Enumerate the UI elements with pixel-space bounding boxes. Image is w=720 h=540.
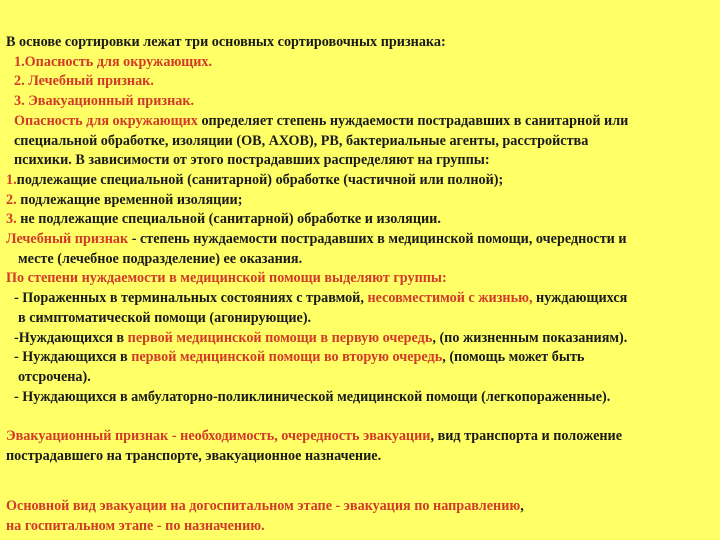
- intro-line: [6, 33, 714, 53]
- group-1-line: [6, 171, 714, 191]
- group-3-line: [6, 210, 714, 230]
- danger-definition-text-3: психики. В зависимости от этого пострадавших распределяют на группы:: [14, 152, 490, 169]
- danger-definition-text-2: специальной обработке, изоляции (ОВ, АХОВ), РВ, бактериальные агенты, расстройства: [14, 132, 589, 149]
- criterion-2: [6, 72, 714, 92]
- evacuation-line-1: [6, 427, 714, 447]
- need-group-3-text-c: , (помощь может быть: [442, 349, 585, 366]
- group-3-text: не подлежащие специальной (санитарной) обработке и изоляции.: [16, 211, 441, 228]
- danger-definition-text: определяет степень нуждаемости пострадавших в санитарной или: [197, 112, 629, 129]
- group-3-number: 3.: [6, 211, 17, 228]
- medical-definition-text-2: месте (лечебное подразделение) ее оказания.: [18, 250, 303, 267]
- evacuation-type-text-2: на госпитальном этапе - по назначению.: [6, 517, 265, 534]
- criterion-1-text: 1.Опасность для окружающих.: [14, 53, 213, 70]
- need-group-3-line-1: [6, 348, 714, 368]
- need-group-2-line: [6, 329, 714, 349]
- medical-definition-line-2: [6, 250, 714, 270]
- need-group-3-text-2: отсрочена).: [18, 368, 91, 385]
- need-group-3-text-a: - Нуждающихся в: [14, 349, 132, 366]
- danger-term: Опасность для окружающих: [14, 112, 198, 129]
- intro-text: В основе сортировки лежат три основных сортировочных признака:: [6, 34, 446, 50]
- need-groups-heading-text: По степени нуждаемости в медицинской помощи выделяют группы:: [6, 270, 447, 287]
- evacuation-definition-text-2: пострадавшего на транспорте, эвакуационное назначение.: [6, 447, 382, 464]
- need-group-1-line-1: [6, 289, 714, 309]
- need-group-4-text: - Нуждающихся в амбулаторно-поликлинической медицинской помощи (легкопораженные).: [14, 388, 611, 405]
- group-2-number: 2.: [6, 191, 17, 208]
- need-group-1-highlight: несовместимой с жизнью,: [367, 290, 533, 307]
- group-1-number: 1.: [6, 171, 17, 188]
- group-2-line: [6, 191, 714, 211]
- need-group-2-text-a: -Нуждающихся в: [14, 329, 128, 346]
- need-groups-heading: [6, 269, 714, 289]
- need-group-1-text-2: в симптоматической помощи (агонирующие).: [18, 309, 312, 326]
- evacuation-definition-text: , вид транспорта и положение: [430, 428, 623, 444]
- evacuation-line-2: [6, 447, 714, 467]
- need-group-1-text-a: - Пораженных в терминальных состояниях с травмой,: [14, 290, 368, 307]
- evacuation-type-block: [6, 497, 714, 536]
- criterion-1: [6, 53, 714, 73]
- need-group-2-text-c: , (по жизненным показаниям).: [432, 329, 628, 346]
- evacuation-definition-highlight: - необходимость, очередность эвакуации: [168, 428, 431, 444]
- need-group-1-text-c: нуждающихся: [532, 290, 628, 307]
- need-group-2-highlight: первой медицинской помощи в первую очередь: [127, 329, 433, 346]
- evacuation-type-line-1: [6, 497, 714, 517]
- criterion-3: [6, 92, 714, 112]
- need-group-3-highlight: первой медицинской помощи во вторую очередь: [131, 349, 443, 366]
- criterion-2-text: 2. Лечебный признак.: [14, 73, 154, 90]
- danger-definition-line-2: [6, 132, 714, 152]
- group-2-text: подлежащие временной изоляции;: [16, 191, 243, 208]
- group-1-text: подлежащие специальной (санитарной) обработке (частичной или полной);: [16, 171, 504, 188]
- evacuation-type-text: Основной вид эвакуации на догоспитальном этапе - эвакуация по направлению: [6, 498, 521, 514]
- medical-definition-text: - степень нуждаемости пострадавших в медицинской помощи, очередности и: [128, 231, 627, 248]
- evacuation-criterion-block: [6, 427, 714, 466]
- medical-term: Лечебный признак: [6, 231, 129, 248]
- need-group-4-line: [6, 388, 714, 408]
- sorting-criteria-block: [6, 33, 714, 407]
- need-group-3-line-2: [6, 368, 714, 388]
- criterion-3-text: 3. Эвакуационный признак.: [14, 93, 195, 110]
- evacuation-type-line-2: [6, 517, 714, 537]
- danger-definition-line-3: [6, 151, 714, 171]
- medical-definition-line-1: [6, 230, 714, 250]
- need-group-1-line-2: [6, 309, 714, 329]
- danger-definition-line-1: [6, 112, 714, 132]
- evacuation-type-comma: ,: [520, 498, 524, 514]
- evacuation-term: Эвакуационный признак: [6, 428, 169, 444]
